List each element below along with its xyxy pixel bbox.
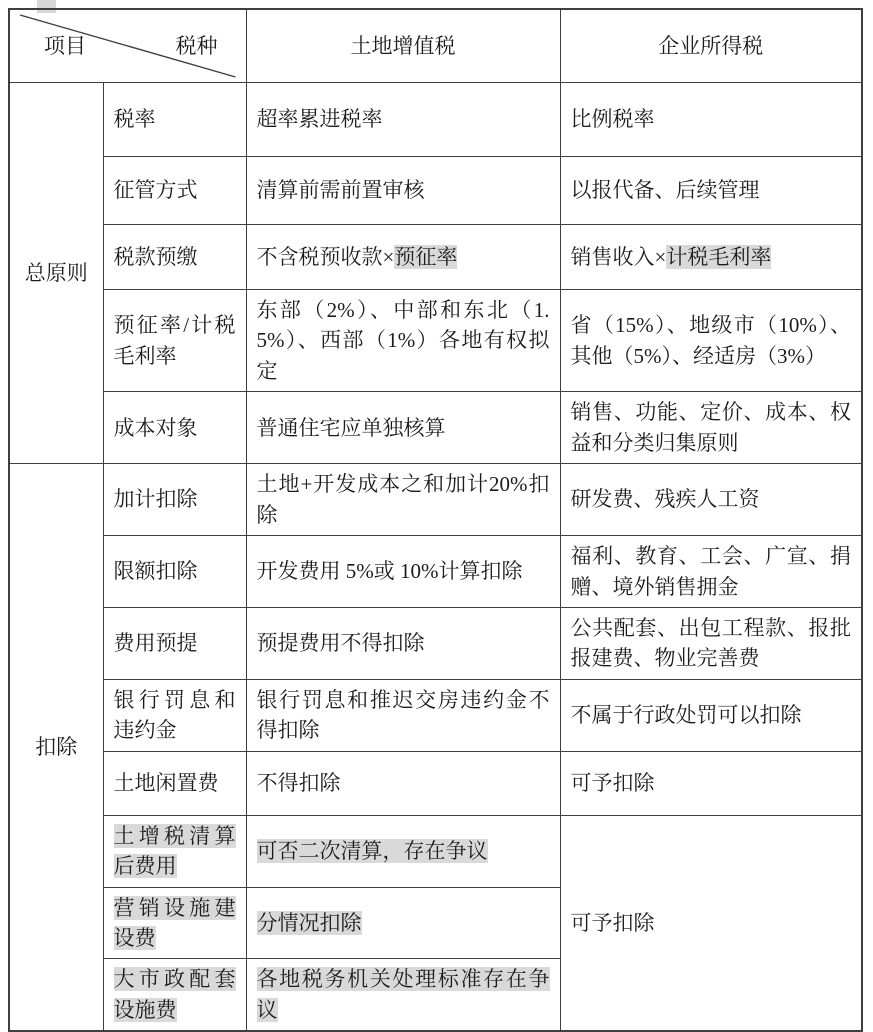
item-label [103,959,246,1031]
cit-cell: 省（15%）、地级市（10%）、其他（5%）、经适房（3%） [560,290,862,392]
item-label: 银行罚息和违约金 [103,679,246,751]
highlighted-text: 预征率 [394,244,458,269]
table-header-row [9,9,862,83]
item-label: 成本对象 [103,392,246,464]
lvt-cell: 土地+开发成本之和加计20%扣除 [246,464,560,536]
lvt-cell: 清算前需前置审核 [246,157,560,225]
table-row [9,83,862,157]
item-label: 税率 [103,83,246,157]
highlighted-text: 大市政配套设施费 [113,967,236,1022]
lvt-cell: 超率累进税率 [246,83,560,157]
highlighted-text: 分情况扣除 [256,910,362,935]
lvt-cell: 预提费用不得扣除 [246,607,560,679]
cit-cell: 公共配套、出包工程款、报批报建费、物业完善费 [560,607,862,679]
item-label: 预征率/计税毛利率 [103,290,246,392]
group-label-general-principles: 总原则 [9,83,103,464]
item-label: 费用预提 [103,607,246,679]
table-row [9,679,862,751]
item-label [103,815,246,887]
cit-cell: 比例税率 [560,83,862,157]
highlighted-text: 计税毛利率 [666,244,772,269]
lvt-cell: 东部（2%）、中部和东北（1.5%）、西部（1%）各地有权拟定 [246,290,560,392]
item-label [103,887,246,959]
lvt-cell [246,959,560,1031]
corner-label-tax-type: 税种 [175,33,218,58]
lvt-cell: 普通住宅应单独核算 [246,392,560,464]
highlighted-text: 土增税清算后费用 [113,823,236,879]
highlighted-text: 可否二次清算，存在争议 [256,838,488,863]
highlighted-text: 各地税务机关处理标准存在争议 [256,967,550,1022]
lvt-cell: 不含税预收款×预征率 [246,225,560,290]
lvt-cell: 不得扣除 [246,751,560,815]
diagonal-split [20,15,236,77]
cit-cell: 福利、教育、工会、广宣、捐赠、境外销售拥金 [560,536,862,608]
table-row [9,607,862,679]
table-row [9,536,862,608]
highlighted-text: 营销设施建设费 [113,895,236,950]
cit-cell: 研发费、残疾人工资 [560,464,862,536]
lvt-cell: 开发费用 5%或 10%计算扣除 [246,536,560,608]
lvt-cell [246,815,560,887]
table-row [9,815,862,887]
cit-cell: 可予扣除 [560,751,862,815]
lvt-cell: 银行罚息和推迟交房违约金不得扣除 [246,679,560,751]
table-row [9,464,862,536]
cit-merged-cell: 可予扣除 [560,815,862,1031]
group-label-deductions: 扣除 [9,464,103,1032]
cit-cell: 以报代备、后续管理 [560,157,862,225]
item-label: 征管方式 [103,157,246,225]
item-label: 加计扣除 [103,464,246,536]
tax-comparison-table [8,8,863,1032]
corner-label-item: 项目 [44,33,86,58]
cit-cell: 不属于行政处罚可以扣除 [560,679,862,751]
lvt-cell [246,887,560,959]
table-row [9,290,862,392]
table-row [9,751,862,815]
cit-cell: 销售、功能、定价、成本、权益和分类归集原则 [560,392,862,464]
table-row [9,157,862,225]
table-row [9,225,862,290]
column-header-land-vat: 土地增值税 [246,9,560,83]
cit-cell: 销售收入×计税毛利率 [560,225,862,290]
table-row [9,392,862,464]
item-label: 土地闲置费 [103,751,246,815]
column-header-corporate-income-tax: 企业所得税 [560,9,862,83]
item-label: 限额扣除 [103,536,246,608]
corner-header-cell [9,9,246,83]
item-label: 税款预缴 [103,225,246,290]
